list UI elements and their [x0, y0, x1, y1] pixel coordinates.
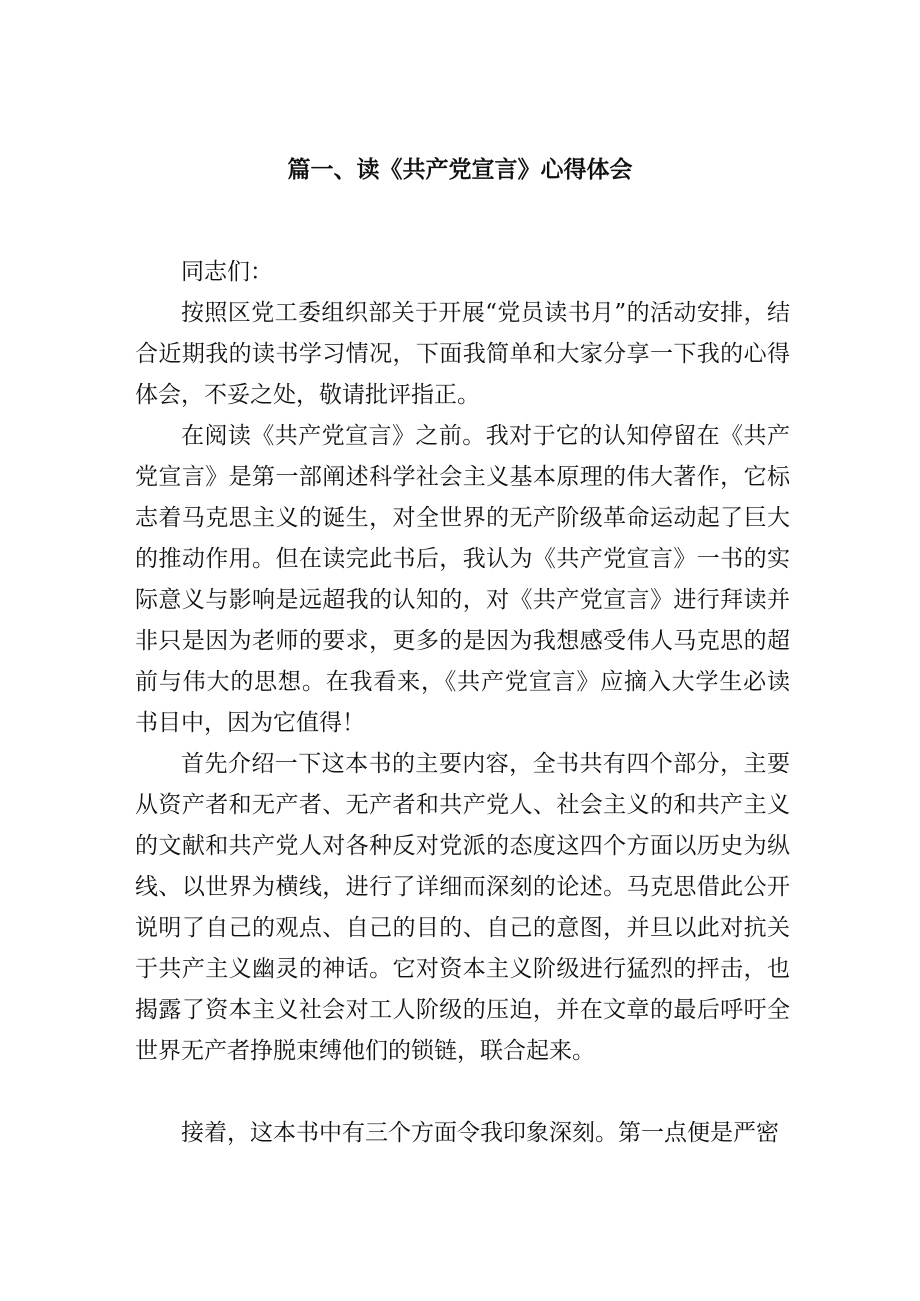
body-paragraph: 首先介绍一下这本书的主要内容，全书共有四个部分，主要从资产者和无产者、无产者和共产党人、社会主义的和共产主义的文献和共产党人对各种反对党派的态度这四个方面以历史为纵线、以世界为横线，进行了详细而深刻的论述。马克思借此公开说明了自己的观点、自己的目的、自己的意图，并旦以此对抗关于共产主义幽灵的神话。它对资本主义阶级进行猛烈的抨击，也揭露了资本主义社会对工人阶级的压迫，并在文章的最后呼吁全世界无产者挣脱束缚他们的锁链，联合起来。: [135, 751, 790, 1064]
document-body: [135, 252, 790, 1154]
body-paragraph: 在阅读《共产党宣言》之前。我对于它的认知停留在《共产党宣言》是第一部阐述科学社会主义基本原理的伟大著作，它标志着马克思主义的诞生，对全世界的无产阶级革命运动起了巨大的推动作用。但在读完此书后，我认为《共产党宣言》一书的实际意义与影响是远超我的认知的，对《共产党宣言》进行拜读并非只是因为老师的要求，更多的是因为我想感受伟人马克思的超前与伟大的思想。在我看来，《共产党宣言》应摘入大学生必读书目中，因为它值得！: [135, 423, 790, 736]
salutation-paragraph: 同志们：: [181, 259, 273, 285]
body-paragraph: 接着，这本书中有三个方面令我印象深刻。第一点便是严密: [181, 1120, 779, 1146]
body-paragraph: 按照区党工委组织部关于开展“党员读书月”的活动安排，结合近期我的读书学习情况，下面我简单和大家分享一下我的心得体会，不妥之处，敬请批评指正。: [135, 300, 790, 408]
document-title: 篇一、读《共产党宣言》心得体会: [287, 156, 633, 183]
